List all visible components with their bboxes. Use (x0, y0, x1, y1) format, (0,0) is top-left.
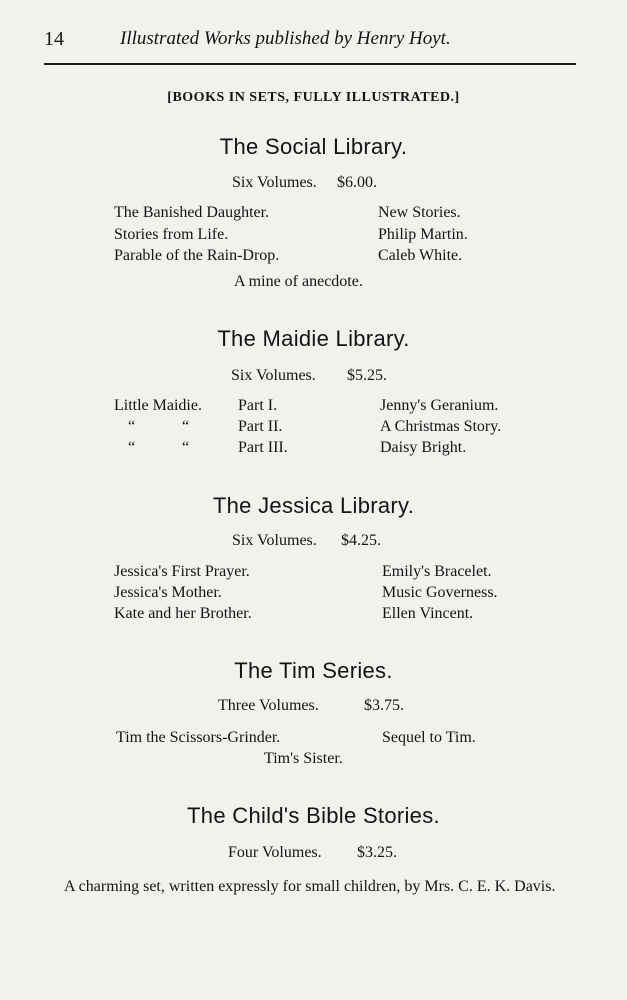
tim-title-center: Tim's Sister. (264, 750, 343, 767)
maidie-ditto-2: “ (128, 439, 136, 456)
social-title-right-2: Philip Martin. (378, 226, 468, 243)
jessica-title-right-3: Ellen Vincent. (382, 605, 474, 622)
jessica-title-left-2: Jessica's Mother. (114, 584, 222, 601)
social-title-right-3: Caleb White. (378, 247, 463, 264)
page-number: 14 (44, 28, 64, 50)
tim-series-title: The Tim Series. (234, 658, 393, 683)
jessica-title-right-2: Music Governess. (382, 584, 498, 601)
maidie-price: $5.25. (347, 367, 387, 384)
maidie-title-right-1: Jenny's Geranium. (380, 397, 499, 414)
tim-title-left: Tim the Scissors-Grinder. (116, 729, 281, 746)
maidie-ditto-3: “ (182, 418, 190, 435)
bible-stories-title: The Child's Bible Stories. (187, 803, 440, 828)
maidie-part-1: Part I. (238, 397, 278, 414)
jessica-title-right-1: Emily's Bracelet. (382, 563, 492, 580)
jessica-price: $4.25. (341, 532, 381, 549)
maidie-volumes: Six Volumes. (231, 367, 316, 384)
maidie-part-3: Part III. (238, 439, 288, 456)
maidie-ditto-1: “ (128, 418, 136, 435)
social-price: $6.00. (337, 174, 377, 191)
social-volumes: Six Volumes. (232, 174, 317, 191)
social-title-left-3: Parable of the Rain-Drop. (114, 247, 280, 264)
social-title-left-1: The Banished Daughter. (114, 204, 270, 221)
tim-price: $3.75. (364, 697, 404, 714)
social-library-title: The Social Library. (219, 134, 408, 159)
maidie-library-title: The Maidie Library. (217, 326, 410, 351)
section-subheading: [BOOKS IN SETS, FULLY ILLUSTRATED.] (167, 90, 460, 105)
maidie-title-right-3: Daisy Bright. (380, 439, 467, 456)
tim-volumes: Three Volumes. (218, 697, 319, 714)
jessica-volumes: Six Volumes. (232, 532, 317, 549)
header-rule (44, 63, 576, 65)
maidie-col1-1: Little Maidie. (114, 397, 202, 414)
maidie-part-2: Part II. (238, 418, 283, 435)
maidie-title-right-2: A Christmas Story. (380, 418, 502, 435)
maidie-ditto-4: “ (182, 439, 190, 456)
bible-volumes: Four Volumes. (228, 844, 322, 861)
jessica-library-title: The Jessica Library. (212, 493, 415, 518)
social-title-right-1: New Stories. (378, 204, 461, 221)
jessica-title-left-3: Kate and her Brother. (114, 605, 252, 622)
tim-title-right: Sequel to Tim. (382, 729, 476, 746)
bible-price: $3.25. (357, 844, 397, 861)
social-note: A mine of anecdote. (234, 273, 363, 290)
social-title-left-2: Stories from Life. (114, 226, 229, 243)
jessica-title-left-1: Jessica's First Prayer. (114, 563, 250, 580)
running-title: Illustrated Works published by Henry Hoyt. (120, 28, 451, 49)
bible-description: A charming set, written expressly for small children, by Mrs. C. E. K. Davis. (64, 878, 556, 895)
